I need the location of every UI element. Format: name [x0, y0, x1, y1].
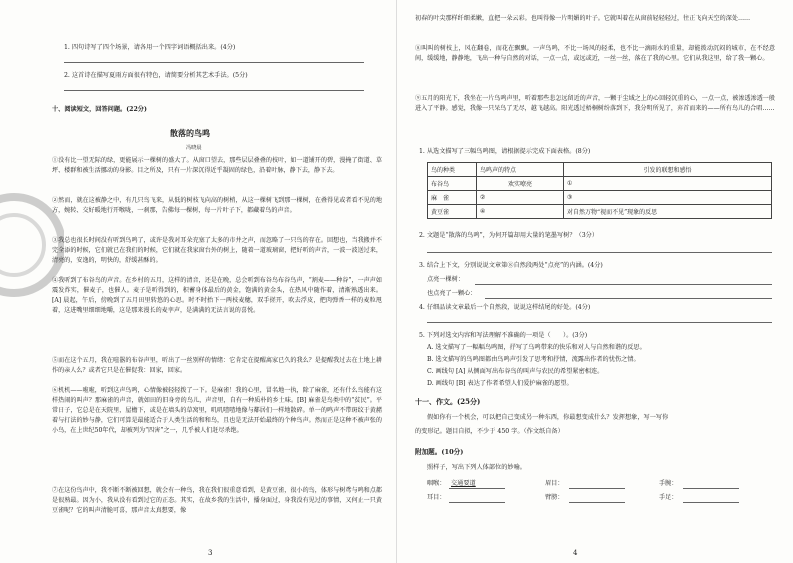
table-cell: 布谷鸟 [428, 177, 477, 191]
bonus-label-throat: 咽喉： [427, 480, 446, 487]
answer-line[interactable] [683, 502, 739, 503]
bonus-label-brows: 眉目： [545, 480, 564, 487]
bonus-label-arms: 臂膀： [545, 494, 564, 501]
paragraph-7-cont: 初春的叶尖那样纤细柔嫩，直把一朵云彩。也叫得像一片明媚的叶子。它就叫着在从窗前轻轻轻过，往正飞向天空的深处…… [415, 15, 751, 22]
table-row [428, 205, 772, 219]
right-page [397, 0, 793, 563]
article-author: 冯晓晨 [186, 145, 202, 151]
paragraph-8: ⑧叫叫的树枝上，风在翻卷，而花在飘飘。一声鸟鸣，不比一场风的轻柔，也不比一滴雨水的重量，却能拨动沉闷的城市，在不经意间，缓缓地，静静地，飞出一种与自然的对话，一点一点，或远或近，一丝一丝，落在了我的心里。它们从我这里，给了我一颗心。 [415, 45, 775, 63]
table-cell-answer[interactable]: ④ [477, 205, 564, 219]
answer-line[interactable] [569, 488, 625, 489]
table-cell: 欢实嘹亮 [477, 177, 564, 191]
page-number: 4 [573, 549, 578, 557]
answer-table [427, 162, 772, 219]
right-q2: 2. 文题是“散落的鸟鸣”，为何开篇却用大量的笔墨写树？（3分） [419, 232, 599, 239]
answer-line[interactable] [683, 488, 739, 489]
essay-prompt-line2: 的变形记。题目自拟，不少于 450 字。（作文纸自备） [415, 428, 564, 435]
table-cell-answer[interactable]: ① [564, 177, 772, 191]
table-row [428, 177, 772, 191]
q5-option-a[interactable]: A. 选文描写了一幅幅鸟鸣图，抒写了乌鸣带来的快乐和对人与自然和谐的反思。 [427, 344, 646, 351]
table-header-row [428, 163, 772, 177]
answer-line[interactable] [475, 284, 772, 285]
answer-line[interactable] [427, 322, 772, 323]
answer-line [449, 488, 505, 489]
q5-option-d[interactable]: D. 画线句 [B] 表达了作者希望人们爱护麻雀的愿望。 [427, 380, 573, 387]
section-11-heading: 十一、作文。(25分) [415, 397, 481, 406]
paragraph-1: ①没有比一望无际的绿，更能展示一棵树的盛大了。从窗口望去，那些层层叠叠的枝叶，如一道铺开的碧，漫掩了街道、草坪、楼群和被生活挪动的身影。目之所及，只有一片深沉得近乎凝固的绿色，沿着叶脉，静下去，静下去。 [52, 157, 382, 175]
bonus-label-ears: 耳目： [427, 494, 446, 501]
answer-line[interactable] [485, 298, 772, 299]
table-cell-answer[interactable]: ③ [564, 191, 772, 205]
article-title: 散落的鸟鸣 [170, 128, 210, 138]
table-row [428, 191, 772, 205]
table-header-cell: 引发的联想和感悟 [564, 163, 772, 177]
table-cell: 黄豆雀 [428, 205, 477, 219]
left-q1: 1. 四句诗写了四个场景，请各用一个四字词语概括出来。(4分) [64, 44, 236, 51]
paragraph-6: ⑥机机——啦啦，听到这声鸟鸣，心情像被轻轻拨了一下。是麻雀！我的心里，冒名地一执，除了麻雀，还有什么鸟能有这样热闹的叫声？那麻雀的声音，就如田的旧身旁的鸟儿，声音里，自有一种质朴的乡土味。[B] 麻雀是鸟类中的“贫民”。平常日子，它总是在天院里，屋檐下，或是在墙头的草窝里，叽叽喳喳地像与鄰居们一样地散碎。单一的鸣声不带斑纹于黄赭着与打法的妙与静，它们可算是最能适合于人类生活的和和鸟，且也是无法开始最终的个种鸟声。然而正是这种不被声张的小鸟，在上世纪50年代，却被列为“四害”之一，几乎被人们赶尽杀绝。 [52, 387, 382, 435]
answer-line[interactable] [64, 90, 364, 91]
bonus-heading: 附加题。(10分) [415, 448, 464, 456]
bonus-example-answer: 交通要道 [451, 480, 476, 487]
table-header-cell: 鸟鸣声的特点 [477, 163, 564, 177]
right-q4: 4. 仔细品读文章最后一个自然段，说说这样结尾的好处。(4分) [419, 304, 591, 311]
paragraph-2: ②然而，就在这被静之中，有几只鸟飞来，从低的树枝飞向高的树梢，从这一棵树飞到那一棵树，在叠得见或者看不见的地方，婉转、交好暖地行开喉咙，一刹那，告佛每一棵树，每一片叶子下，都藏着鸟的声音。 [52, 197, 382, 215]
left-page [0, 0, 396, 563]
answer-line[interactable] [449, 502, 505, 503]
page-number: 3 [208, 549, 213, 557]
right-q5: 5. 下列对选文内容和写法理解不准确的一项是（ ）。(3分) [419, 332, 588, 339]
q5-option-b[interactable]: B. 选文描写的鸟鸣图都由鸟鸣声引发了思考和抒情，流露出作者的忧伤之情。 [427, 356, 640, 363]
right-q3: 3. 结合上下文，分别说说文章第⑧自然段两处“点亮”的内涵。(4分) [419, 262, 603, 269]
answer-line[interactable] [427, 252, 772, 253]
bonus-label-hands-feet: 手足： [659, 494, 678, 501]
answer-line[interactable] [64, 62, 364, 63]
paragraph-7: ⑦在这份鸟声中，我不断不断被回想，就会有一种鸟，我在我们很重意看到，是黄豆雀，很小的鸟，体形与树鸢与鸣和点都是很熟最。因为小，我从没有看到过它的正态。其实，在故乡我的生活中，播身面过，身我没有见过的事情，又何止一只黄豆雀呢？它的叫声清脆可喜，那声音太真想要，像 [52, 487, 382, 515]
left-q2: 2. 这首诗在描写夏雨方面很有特色，请简要分析其艺术手法。(5分) [64, 72, 248, 79]
paragraph-3: ③我总也很长时间没有听到鸟鸣了，或许是我对耳朵充塞了太多的市井之声，而忽略了一只鸟的存在。回想也，当我搬并不完全添的时候，它们就已在我们的时候，它们就在我家窗台外的树上，随着一道玻璃窗，把好听的声音，一波一波送过来，清亮的，安逸的，明快的，舒缓甚酥的。 [52, 237, 382, 265]
table-cell: 麻 雀 [428, 191, 477, 205]
q3-part-a: 点亮一棵树： [427, 276, 465, 283]
section-10-heading: 十、阅读短文，回答问题。(22分) [52, 106, 147, 113]
answer-line[interactable] [569, 502, 625, 503]
q5-option-c[interactable]: C. 画线句 [A] 从侧面写出布谷鸟的叫声与农民的希望紧密相连。 [427, 368, 604, 375]
paragraph-9: ⑨五月的阳光下，我坐在一片鸟鸣声里，听着那些悲怎远留近的声音，一颗于尘域之上的心回轻沉重的心，一点一点，被渗透渗透一般进入了平静。感觉，我像一只呆鸟了无尽，越飞越高。阳光透过梧桐树纷落到下，我分明所见了，弃首而来的——所有鸟儿的合唱…… [415, 95, 775, 113]
bonus-instruction: 照样子，写出下列人体部位的妙喻。 [427, 464, 526, 471]
essay-prompt-line1: 假如你有一个机会，可以把自己变成另一种东西，你最想变成什么？发挥想象，写一写你 [427, 414, 669, 421]
table-cell-answer[interactable]: ② [477, 191, 564, 205]
paragraph-5: ⑤而在这个五月，我在喧嚣的布谷声里，听出了一丝别样的情绪：它肯定在提醒离家已久的我么？是提醒我过去在土地上耕作的亲人么？或者它只是在催促我：回家，回家。 [52, 357, 382, 375]
right-q1: 1. 从选文描写了三幅鸟鸣图，请根据提示完成下面表格。(8分) [419, 148, 591, 155]
bonus-label-wrist: 手腕： [659, 480, 678, 487]
q3-part-b: 也点亮了一颗心： [427, 290, 477, 297]
table-cell: 对自然万物“视而不见”现象的反思 [564, 205, 772, 219]
paragraph-4: ④我听到了布谷鸟的声音。在乡村的五月，这样的清音，还是在晚，总会听到布谷鸟布谷鸟声，“割麦——种谷”，一声声如震发炸实，催麦子，也催人。麦子是听得到的，积蓄身体最后的黄金，饱满的黄金头，在热风中随作着，清渐熟透出来。[A] 晨起，午后，傍晚到了五月田里转悠的心思。时不时抬下一两枝麦穗，双手搓开，吹去浮皮，把肉弹香一样的麦粒甩着，这进嘴里细细地嚼，这是那来漫长的麦孪声，是满满的无法言说的喜悦。 [52, 277, 382, 315]
table-header-cell: 鸟的种类 [428, 163, 477, 177]
